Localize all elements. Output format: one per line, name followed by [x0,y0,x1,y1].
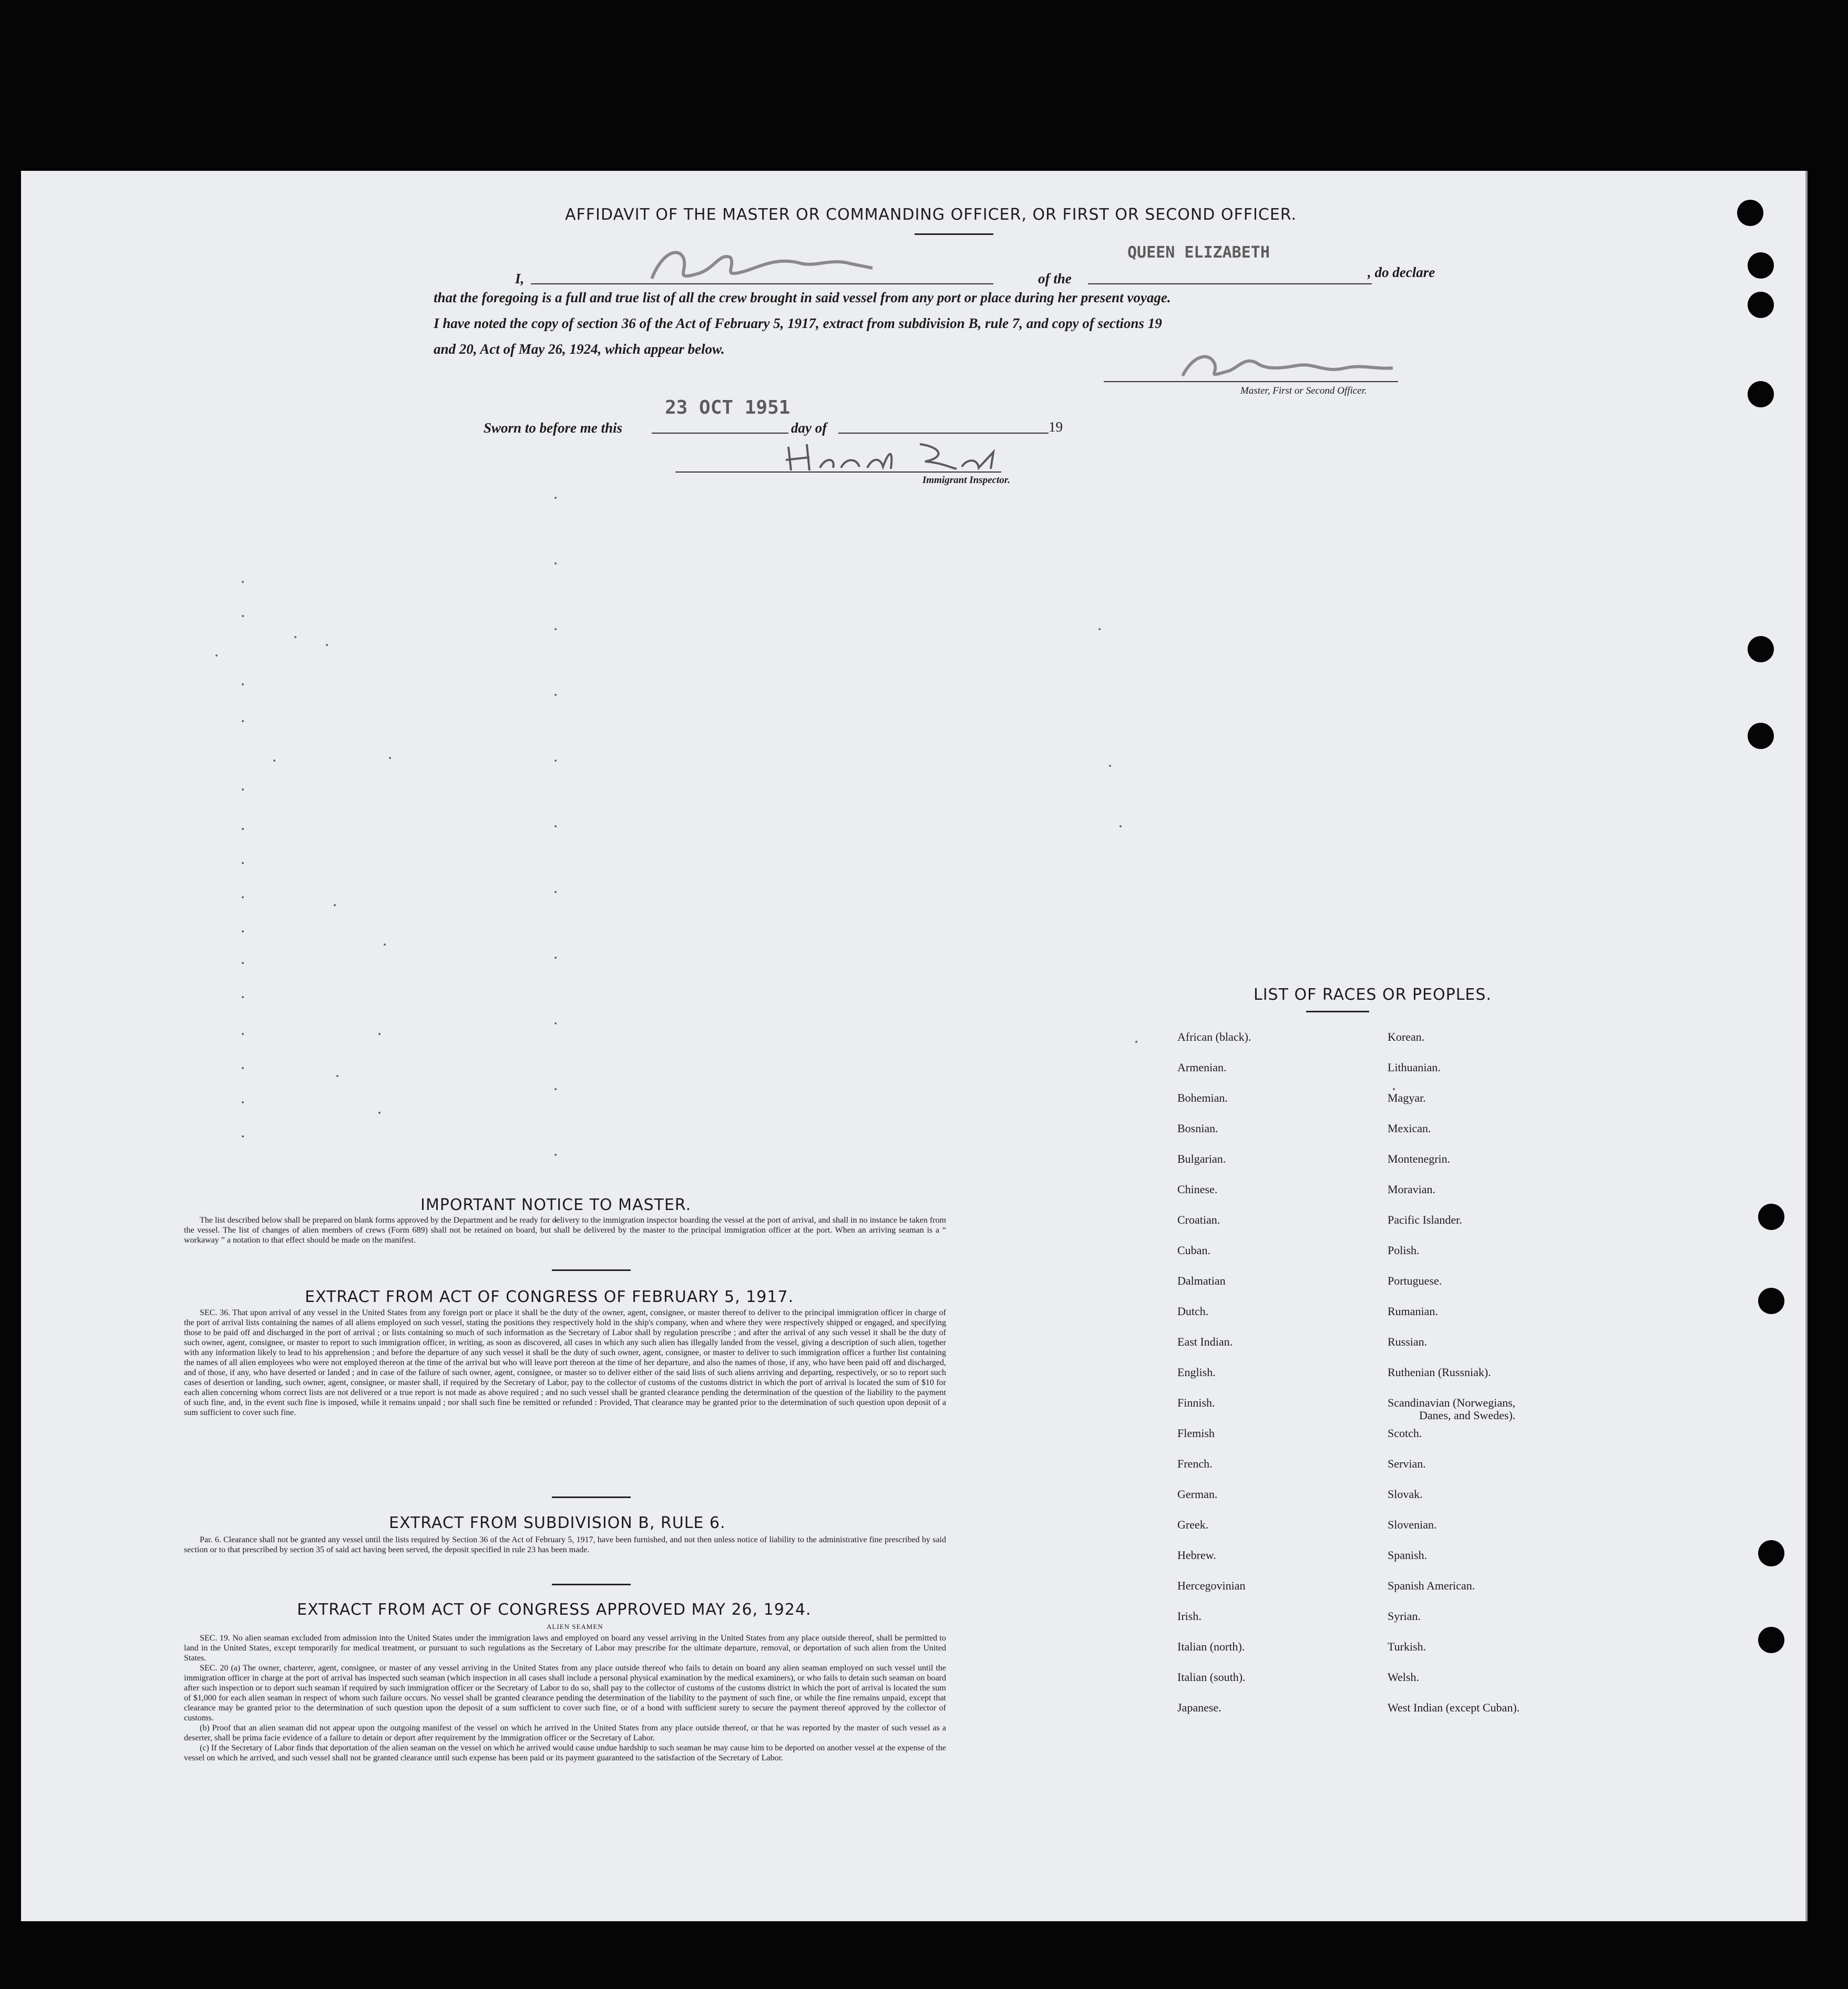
leader-dot [242,930,244,932]
leader-dot [273,760,275,762]
extract-1917-body: SEC. 36. That upon arrival of any vessel in the United States from any foreign port or place it shall be the duty of the owner, agent, consignee, or master thereof to deliver to the principal immigration officer in charge of the port of arrival lists containing the names of all aliens employed on such vessel, stating the positions they respectively hold in the ship's company, when and where they were respectively shipped or engaged, and specifying those to be paid off and discharged in the port of arrival ; or lists containing so much of such information as the Secretary of Labor shall by regulation prescribe ; and after the arrival of any such vessel it shall be the duty of such owner, agent, consignee, or master to report to such immigration officer, in writing, as soon as discovered, all cases in which any such alien has illegally landed from the vessel, giving a description of such alien, together with any information likely to lead to his apprehension ; and before the departure of any such vessel it shall be the duty of such owner, agent, consignee, or master to deliver to such immigration officer a further list containing the names of all alien employees who were not employed thereon at the time of the arrival but who will leave port thereon at the time of her departure, and also the names of those, if any, who have been paid off and discharged, and of those, if any, who have deserted or landed ; and in case of the failure of such owner, agent, consignee, or master so to deliver either of the said lists of such aliens arriving and departing, respectively, or so to report such cases of desertion or landing, such owner, agent, consignee, or master shall, if required by the Secretary of Labor, pay to the collector of customs of the customs district in which the port of arrival is located the sum of $10 for each alien concerning whom correct lists are not delivered or a true report is not made as above required ; and no such vessel shall be granted clearance pending the determination of the question of the liability to the payment of such fine, and, in the event such fine is imposed, while it remains unpaid ; nor shall such fine be remitted or refunded : Provided, That clearance may be granted prior to the determination of such question upon deposit of a sum sufficient to cover such fine. [184,1308,946,1417]
leader-dot [555,497,557,499]
affidavit-title-rule [915,233,993,235]
master-signature [1177,344,1398,386]
month-line [838,433,1049,434]
date-stamp: 23 OCT 1951 [665,397,790,418]
race-item: Slovenian. [1388,1518,1437,1531]
leader-dot [555,1022,557,1024]
race-item: Dalmatian [1177,1274,1226,1287]
race-item: Flemish [1177,1427,1215,1440]
race-item: Servian. [1388,1457,1426,1470]
ship-line [1088,283,1372,284]
punch-hole [1737,200,1763,226]
race-item: Croatian. [1177,1213,1220,1226]
race-item: Irish. [1177,1609,1202,1623]
section-20c: (c) If the Secretary of Labor finds that deportation of the alien seaman on the vessel on which he arrived would cause undue hardship to such seaman he may cause him to be deported on another vessel at the expense of the vessel on which he arrived, and such vessel shall not be granted clearance until such expense has been paid or its payment guaranteed to the satisfaction of the Secretary of Labor. [184,1744,946,1762]
leader-dot [1098,628,1101,630]
leader-dot [555,562,557,565]
race-item: Spanish. [1388,1549,1428,1562]
notice-title: IMPORTANT NOTICE TO MASTER. [420,1196,692,1214]
leader-dot [294,636,296,638]
extract-1917-rule [552,1496,631,1498]
race-item: Moravian. [1388,1183,1436,1196]
leader-dot [336,1075,338,1077]
race-item: Polish. [1388,1244,1420,1257]
of-the-label: of the [1038,271,1072,286]
leader-dot [384,944,386,946]
rule-6-rule [552,1584,631,1585]
race-item: Italian (north). [1177,1640,1245,1653]
section-19: SEC. 19. No alien seaman excluded from admission into the United States under the immigration laws and employed on board any vessel arriving in the United States from any place outside thereof, shall be permitted to land in the United States, except temporarily for medical treatment, or pursuant to such regulations as the Secretary of Labor may prescribe for the ultimate departure, removal, or deportation of such alien from the United States. [184,1634,946,1663]
race-item: German. [1177,1488,1218,1501]
race-item: Portuguese. [1388,1274,1442,1287]
section-20a: SEC. 20 (a) The owner, charterer, agent, consignee, or master of any vessel arriving in the United States from any place outside thereof who fails to detain on board any alien seaman employed on such vessel until the immigration officer in charge at the port of arrival has inspected such seaman (which inspection in all cases shall include a personal physical examination by the medical examiners), or who fails to detain such seaman on board after such inspection or to deport such seaman if required by such immigration officer or the Secretary of Labor to do so, shall pay to the collector of customs of the customs district in which the port of arrival is located the sum of $1,000 for each alien seaman in respect of whom such failure occurs. No vessel shall be granted clearance pending the determination of the liability to the payment of such fine, or while the fine remains unpaid, except that clearance may be granted prior to the determination of such question upon the deposit of a sum sufficient to cover such fine, or of a bond with sufficient surety to secure the payment thereof approved by the collector of customs. [184,1664,946,1723]
sworn-date-line [652,433,788,434]
leader-dot [242,1101,244,1103]
rule-6-title: EXTRACT FROM SUBDIVISION B, RULE 6. [389,1514,726,1532]
punch-hole [1758,1627,1784,1653]
affidavit-line-1: that the foregoing is a full and true list of all the crew brought in said vessel from any port or place during her present voyage. [434,290,1171,305]
extract-1924-title: EXTRACT FROM ACT OF CONGRESS APPROVED MAY 26, 1924. [297,1601,812,1619]
race-item: Mexican. [1388,1122,1431,1135]
race-item: Armenian. [1177,1061,1227,1074]
affidavit-line-2: I have noted the copy of section 36 of the Act of February 5, 1917, extract from subdivision B, rule 7, and copy of sections 19 [434,315,1162,331]
race-item: Finnish. [1177,1396,1215,1409]
punch-hole [1758,1288,1784,1314]
year-label: 19 [1049,419,1063,435]
race-item-continuation: Danes, and Swedes). [1419,1409,1516,1422]
master-signature-top [641,242,883,289]
rule-6-body: Par. 6. Clearance shall not be granted any vessel until the lists required by Section 36 of the Act of February 5, 1917, have been furnished, and not then unless notice of liability to the administrative fine prescribed by said section or to that prescribed by section 35 of said act having been served, the deposit specified in rule 23 has been made. [184,1535,946,1554]
leader-dot [242,615,244,617]
leader-dot [242,1135,244,1137]
day-of-label: day of [791,420,827,436]
race-item: Bulgarian. [1177,1152,1226,1165]
affidavit-line-3: and 20, Act of May 26, 1924, which appear below. [434,341,725,357]
race-item: Montenegrin. [1388,1152,1451,1165]
leader-dot [555,628,557,630]
races-title: LIST OF RACES OR PEOPLES. [1254,986,1492,1004]
race-item: African (black). [1177,1030,1251,1043]
race-item: Welsh. [1388,1670,1419,1684]
race-item: Italian (south). [1177,1670,1246,1684]
race-item: Chinese. [1177,1183,1218,1196]
leader-dot [378,1033,381,1035]
i-label: I, [515,271,525,286]
race-item: French. [1177,1457,1213,1470]
race-item: Pacific Islander. [1388,1213,1462,1226]
leader-dot [1120,825,1122,827]
race-item: Scotch. [1388,1427,1422,1440]
race-item: Syrian. [1388,1609,1421,1623]
race-item: East Indian. [1177,1335,1233,1348]
leader-dot [242,896,244,898]
race-item: English. [1177,1366,1216,1379]
do-declare-label: , do declare [1368,264,1435,280]
race-item: Rumanian. [1388,1305,1438,1318]
punch-hole [1748,252,1774,279]
leader-dot [1135,1041,1137,1043]
leader-dot [242,996,244,998]
race-item: Korean. [1388,1030,1425,1043]
leader-dot [555,957,557,959]
leader-dot [1393,1088,1395,1090]
leader-dot [242,828,244,830]
ship-name-stamp: QUEEN ELIZABETH [1127,243,1270,262]
race-item: Scandinavian (Norwegians, [1388,1396,1516,1409]
race-item: Bosnian. [1177,1122,1218,1135]
sworn-label: Sworn to before me this [484,420,623,436]
inspector-signature [783,436,1004,478]
extract-1924-body [184,1633,946,1763]
inspector-caption: Immigrant Inspector. [922,475,1010,486]
punch-hole [1758,1204,1784,1230]
punch-hole [1748,292,1774,318]
race-item: Russian. [1388,1335,1428,1348]
extract-1917-title: EXTRACT FROM ACT OF CONGRESS OF FEBRUARY 5, 1917. [305,1288,794,1306]
race-item: Magyar. [1388,1091,1426,1104]
leader-dot [242,788,244,791]
race-item: Ruthenian (Russniak). [1388,1366,1491,1379]
leader-dot [326,644,328,646]
alien-seamen-subtitle: ALIEN SEAMEN [547,1623,603,1631]
leader-dot [242,683,244,685]
leader-dot [555,1154,557,1156]
punch-hole [1758,1540,1784,1566]
section-20b: (b) Proof that an alien seaman did not appear upon the outgoing manifest of the vessel on which he arrived in the United States from any place outside thereof, or that he was reported by the master of such vessel as a deserter, shall be prima facie evidence of a failure to detain or deport after requirement by the immigration officer or the Secretary of Labor. [184,1724,946,1742]
leader-dot [334,904,336,906]
leader-dot [242,1033,244,1035]
race-item: Turkish. [1388,1640,1426,1653]
race-item: Japanese. [1177,1701,1221,1714]
race-item: Greek. [1177,1518,1209,1531]
punch-hole [1748,636,1774,662]
race-item: Cuban. [1177,1244,1210,1257]
leader-dot [1109,765,1111,767]
notice-rule [552,1269,631,1271]
race-item: West Indian (except Cuban). [1388,1701,1520,1714]
leader-dot [389,757,391,759]
document-page [21,171,1808,1921]
notice-body: The list described below shall be prepared on blank forms approved by the Department and be ready for delivery to the immigration inspector boarding the vessel at the port of arrival, and shall in no instance be taken from the vessel. The list of changes of alien members of crews (Form 689) shall not be retained on board, but shall be delivered by the master to the principal immigration officer at the port. When an arriving seaman is a “ workaway ” a notation to that effect should be made on the manifest. [184,1216,946,1245]
race-item: Slovak. [1388,1488,1423,1501]
leader-dot [378,1112,381,1114]
race-item: Dutch. [1177,1305,1209,1318]
leader-dot [215,654,218,657]
races-title-rule [1306,1011,1369,1012]
race-item: Hebrew. [1177,1549,1216,1562]
punch-hole [1748,723,1774,749]
leader-dot [242,962,244,964]
leader-dot [242,581,244,583]
leader-dot [242,862,244,864]
race-item: Bohemian. [1177,1091,1228,1104]
race-item: Spanish American. [1388,1579,1475,1592]
leader-dot [555,1088,557,1090]
master-caption: Master, First or Second Officer. [1240,385,1367,396]
leader-dot [555,825,557,827]
leader-dot [555,891,557,893]
affidavit-title: AFFIDAVIT OF THE MASTER OR COMMANDING OFFICER, OR FIRST OR SECOND OFFICER. [565,206,1297,224]
race-item: Hercegovinian [1177,1579,1246,1592]
leader-dot [555,760,557,762]
leader-dot [242,720,244,722]
leader-dot [242,1067,244,1069]
race-item: Lithuanian. [1388,1061,1441,1074]
punch-hole [1748,381,1774,407]
leader-dot [555,694,557,696]
